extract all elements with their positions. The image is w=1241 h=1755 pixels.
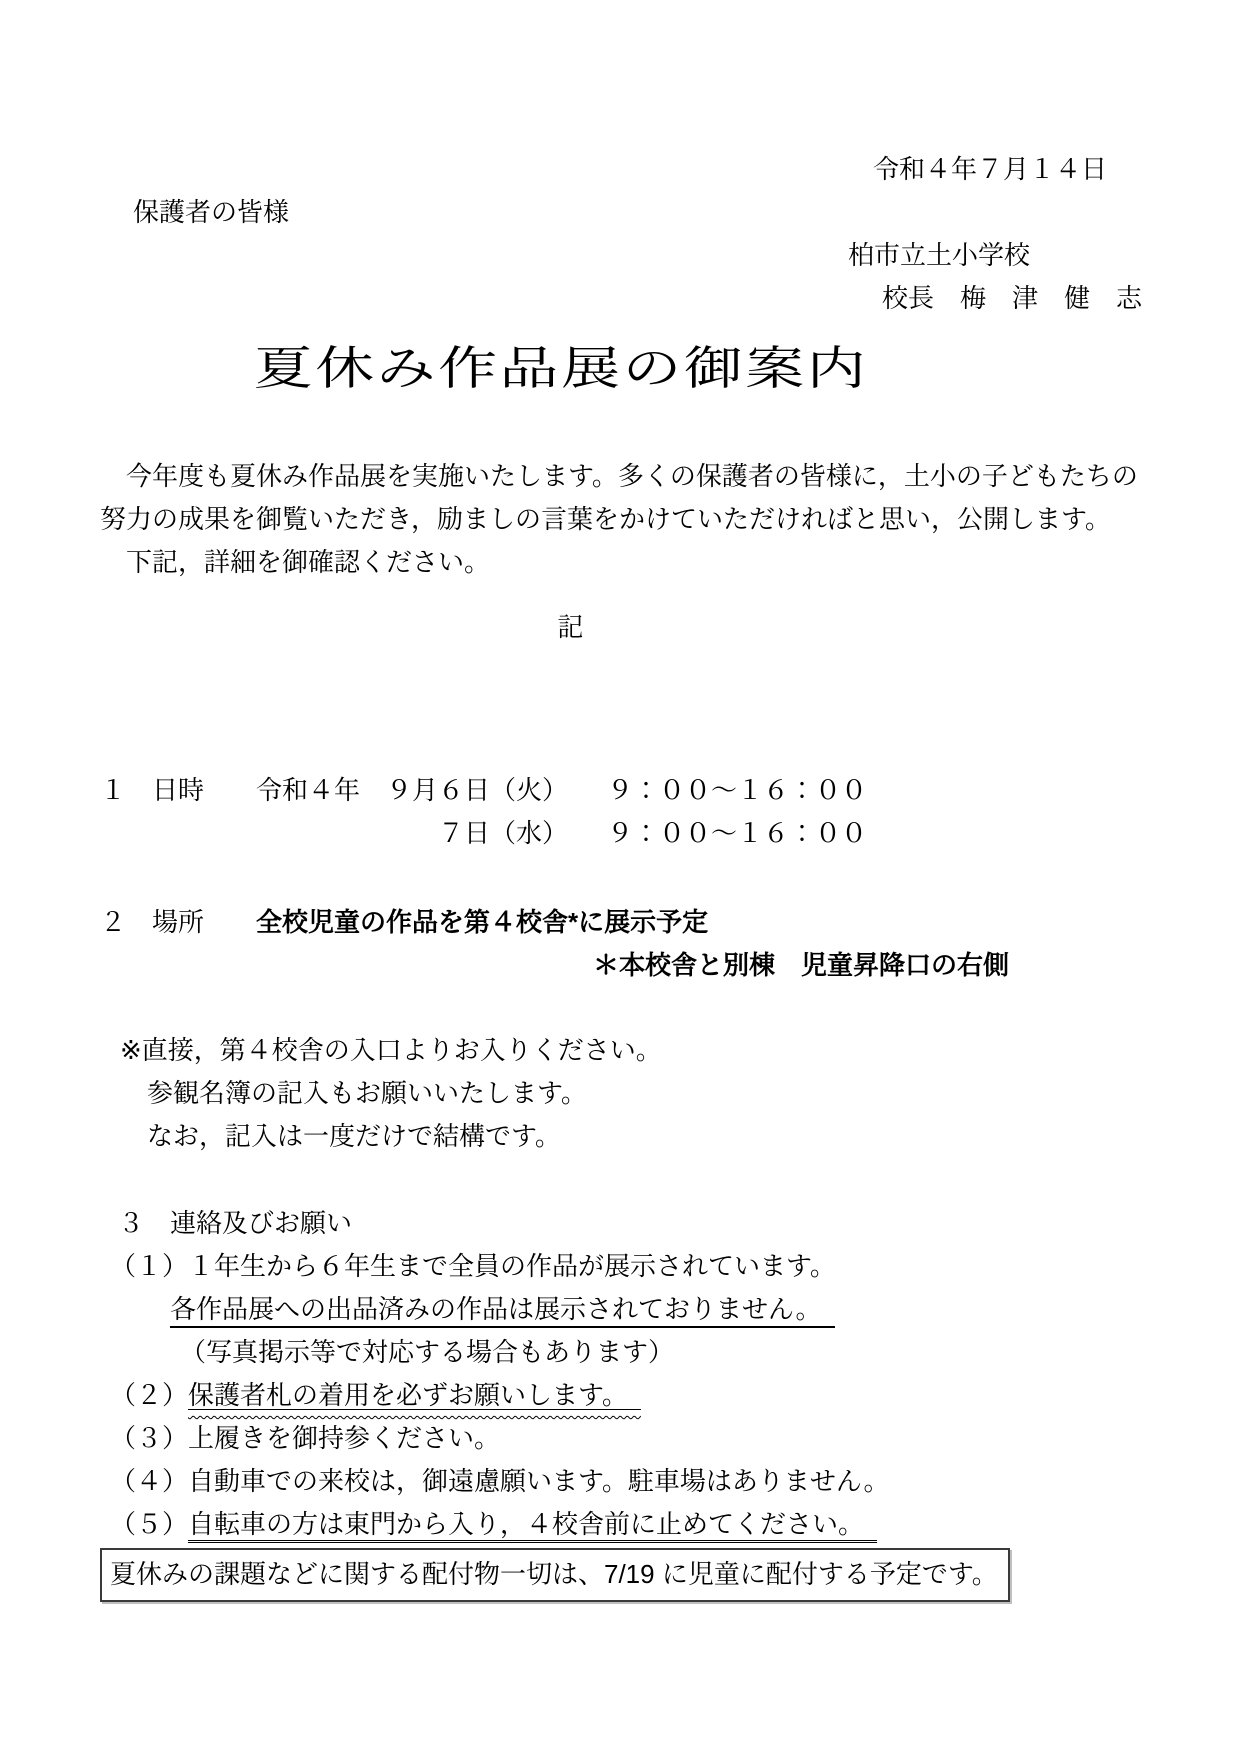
principal-name: 校長 梅 津 健 志 — [882, 283, 1143, 313]
request-item-2 — [110, 1374, 1141, 1417]
recipient: 保護者の皆様 — [133, 197, 290, 227]
item-2-underlined — [188, 1380, 641, 1410]
section-datetime — [100, 769, 1141, 855]
section-requests — [100, 1202, 1141, 1546]
request-item-4: （４）自動車での来校は，御遠慮願います。駐車場はありません。 — [110, 1466, 890, 1496]
entry-note-2: 参観名簿の記入もお願いいたします。 — [147, 1078, 587, 1108]
entry-note-1: ※直接，第４校舎の入口よりお入りください。 — [120, 1035, 662, 1065]
intro-line-2: 努力の成果を御覧いただき，励ましの言葉をかけていただければと思い，公開します。 — [100, 504, 1111, 534]
section-place — [100, 901, 1141, 987]
place-text: 全校児童の作品を第４校舎*に展示予定 — [256, 907, 709, 937]
intro-paragraph — [100, 455, 1141, 584]
place-prefix: ２ 場所 — [100, 907, 257, 937]
issue-date: 令和４年７月１４日 — [873, 154, 1108, 184]
item-5-underlined: 自転車の方は東門から入り，４校舎前に止めてください。 — [188, 1509, 878, 1539]
place-line — [100, 901, 1141, 944]
request-item-1: （１）１年生から６年生まで全員の作品が展示されています。 — [110, 1251, 836, 1281]
intro-line-3: 下記，詳細を御確認ください。 — [100, 547, 491, 577]
request-item-1-note-underlined — [170, 1288, 1141, 1331]
entry-notes — [100, 1029, 1141, 1158]
request-item-5 — [110, 1503, 1141, 1546]
document-title-row — [100, 338, 1141, 405]
item-2-text: 保護者札の着用を必ずお願いします。 — [188, 1380, 641, 1410]
intro-line-1: 今年度も夏休み作品展を実施いたします。多くの保護者の皆様に，土小の子どもたちの — [100, 461, 1138, 491]
document-title: 夏休み作品展の御案内 — [253, 342, 868, 394]
item-5-number: （５） — [110, 1509, 189, 1539]
requests-heading: ３ 連絡及びお願い — [118, 1208, 353, 1238]
place-note-right: ＊本校舎と別棟 児童昇降口の右側 — [592, 950, 1009, 980]
datetime-line-1: １ 日時 令和４年 ９月６日（火） ９：００～１６：００ — [100, 775, 868, 805]
datetime-line-2: ７日（水） ９：００～１６：００ — [100, 818, 868, 848]
request-item-3: （３）上履きを御持参ください。 — [110, 1423, 501, 1453]
school-name: 柏市立土小学校 — [848, 240, 1031, 270]
record-marker: 記 — [557, 612, 584, 642]
item-2-number: （２） — [110, 1380, 189, 1410]
request-item-1-note-paren: （写真掲示等で対応する場合もあります） — [180, 1337, 675, 1367]
entry-note-3: なお，記入は一度だけで結構です。 — [147, 1121, 561, 1151]
underlined-text: 各作品展への出品済みの作品は展示されておりません。 — [170, 1294, 835, 1328]
handout-notice-box: 夏休みの課題などに関する配付物一切は、7/19 に児童に配付する予定です。 — [100, 1548, 1010, 1602]
